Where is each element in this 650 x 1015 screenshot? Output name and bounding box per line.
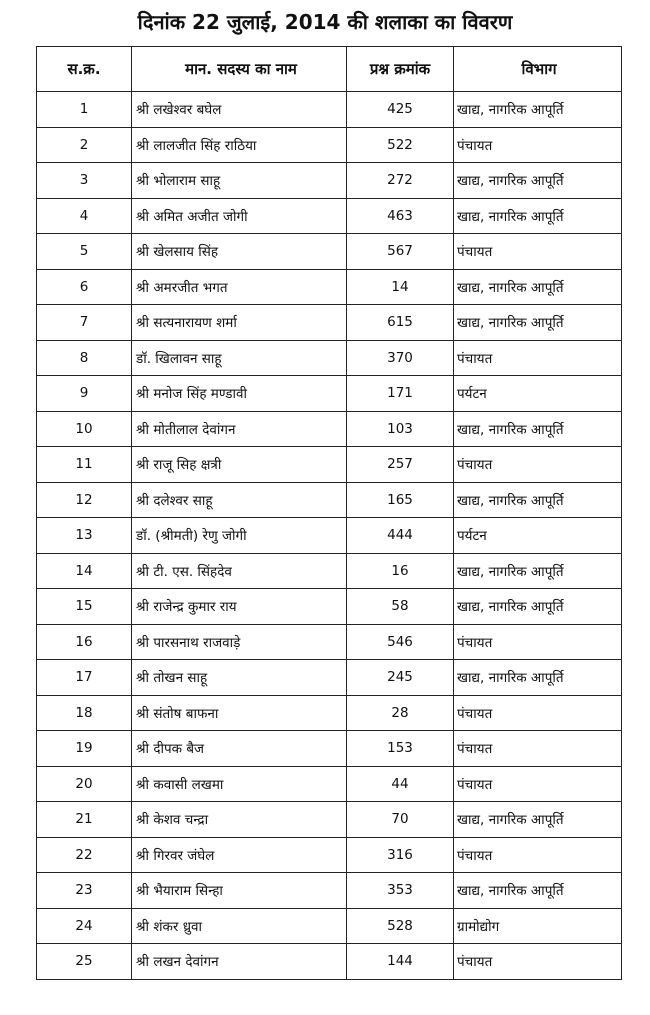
cell-member-name: श्री गिरवर जंघेल	[132, 837, 347, 873]
cell-member-name: श्री दीपक बैज	[132, 731, 347, 767]
table-row	[37, 340, 622, 376]
table-row	[37, 92, 622, 128]
cell-serial: 20	[37, 766, 132, 802]
table-body	[37, 92, 622, 980]
table-row	[37, 305, 622, 341]
table-row	[37, 624, 622, 660]
cell-department: पंचायत	[454, 340, 622, 376]
table-row	[37, 234, 622, 270]
cell-member-name: श्री टी. एस. सिंहदेव	[132, 553, 347, 589]
cell-serial: 22	[37, 837, 132, 873]
cell-department: पंचायत	[454, 944, 622, 980]
cell-serial: 24	[37, 908, 132, 944]
cell-department: खाद्य, नागरिक आपूर्ति	[454, 411, 622, 447]
cell-serial: 3	[37, 163, 132, 199]
cell-serial: 18	[37, 695, 132, 731]
cell-question-number: 14	[347, 269, 454, 305]
cell-serial: 10	[37, 411, 132, 447]
cell-member-name: डॉ. (श्रीमती) रेणु जोगी	[132, 518, 347, 554]
cell-member-name: श्री लालजीत सिंह राठिया	[132, 127, 347, 163]
table-row	[37, 269, 622, 305]
cell-question-number: 353	[347, 873, 454, 909]
cell-department: पंचायत	[454, 624, 622, 660]
table-row	[37, 518, 622, 554]
cell-question-number: 144	[347, 944, 454, 980]
cell-department: ग्रामोद्योग	[454, 908, 622, 944]
cell-department: पंचायत	[454, 837, 622, 873]
cell-question-number: 165	[347, 482, 454, 518]
cell-question-number: 153	[347, 731, 454, 767]
cell-serial: 11	[37, 447, 132, 483]
cell-department: पर्यटन	[454, 376, 622, 412]
cell-member-name: श्री खेलसाय सिंह	[132, 234, 347, 270]
cell-member-name: श्री राजू सिह क्षत्री	[132, 447, 347, 483]
cell-member-name: श्री केशव चन्द्रा	[132, 802, 347, 838]
question-allocation-table	[36, 46, 622, 980]
cell-question-number: 103	[347, 411, 454, 447]
cell-member-name: श्री तोखन साहू	[132, 660, 347, 696]
cell-question-number: 171	[347, 376, 454, 412]
cell-question-number: 463	[347, 198, 454, 234]
cell-member-name: डॉ. खिलावन साहू	[132, 340, 347, 376]
table-row	[37, 766, 622, 802]
cell-department: खाद्य, नागरिक आपूर्ति	[454, 660, 622, 696]
table-row	[37, 731, 622, 767]
cell-department: खाद्य, नागरिक आपूर्ति	[454, 482, 622, 518]
cell-member-name: श्री सत्यनारायण शर्मा	[132, 305, 347, 341]
cell-member-name: श्री अमित अजीत जोगी	[132, 198, 347, 234]
cell-serial: 15	[37, 589, 132, 625]
cell-question-number: 272	[347, 163, 454, 199]
cell-department: खाद्य, नागरिक आपूर्ति	[454, 92, 622, 128]
cell-question-number: 16	[347, 553, 454, 589]
header-member-name: मान. सदस्य का नाम	[132, 47, 347, 92]
cell-member-name: श्री मोतीलाल देवांगन	[132, 411, 347, 447]
cell-department: खाद्य, नागरिक आपूर्ति	[454, 269, 622, 305]
cell-question-number: 28	[347, 695, 454, 731]
cell-question-number: 546	[347, 624, 454, 660]
header-row	[37, 47, 622, 92]
cell-member-name: श्री शंकर ध्रुवा	[132, 908, 347, 944]
cell-serial: 19	[37, 731, 132, 767]
cell-member-name: श्री संतोष बाफना	[132, 695, 347, 731]
table-header	[37, 47, 622, 92]
cell-serial: 7	[37, 305, 132, 341]
cell-serial: 12	[37, 482, 132, 518]
cell-question-number: 70	[347, 802, 454, 838]
cell-department: खाद्य, नागरिक आपूर्ति	[454, 873, 622, 909]
cell-question-number: 58	[347, 589, 454, 625]
cell-serial: 4	[37, 198, 132, 234]
cell-serial: 13	[37, 518, 132, 554]
cell-serial: 8	[37, 340, 132, 376]
cell-serial: 5	[37, 234, 132, 270]
cell-department: खाद्य, नागरिक आपूर्ति	[454, 198, 622, 234]
cell-question-number: 257	[347, 447, 454, 483]
cell-department: पंचायत	[454, 766, 622, 802]
table-row	[37, 127, 622, 163]
cell-question-number: 316	[347, 837, 454, 873]
cell-serial: 23	[37, 873, 132, 909]
cell-serial: 6	[37, 269, 132, 305]
cell-serial: 17	[37, 660, 132, 696]
cell-member-name: श्री दलेश्वर साहू	[132, 482, 347, 518]
cell-member-name: श्री मनोज सिंह मण्डावी	[132, 376, 347, 412]
cell-serial: 21	[37, 802, 132, 838]
cell-department: खाद्य, नागरिक आपूर्ति	[454, 305, 622, 341]
cell-serial: 25	[37, 944, 132, 980]
table-row	[37, 553, 622, 589]
cell-member-name: श्री भैयाराम सिन्हा	[132, 873, 347, 909]
table-row	[37, 802, 622, 838]
cell-question-number: 370	[347, 340, 454, 376]
cell-question-number: 522	[347, 127, 454, 163]
cell-serial: 1	[37, 92, 132, 128]
document-title: दिनांक 22 जुलाई, 2014 की शलाका का विवरण	[137, 10, 513, 34]
cell-question-number: 44	[347, 766, 454, 802]
cell-department: खाद्य, नागरिक आपूर्ति	[454, 163, 622, 199]
cell-member-name: श्री पारसनाथ राजवाड़े	[132, 624, 347, 660]
table-row	[37, 163, 622, 199]
cell-question-number: 567	[347, 234, 454, 270]
cell-serial: 2	[37, 127, 132, 163]
cell-department: खाद्य, नागरिक आपूर्ति	[454, 553, 622, 589]
header-department: विभाग	[454, 47, 622, 92]
table-row	[37, 908, 622, 944]
cell-question-number: 245	[347, 660, 454, 696]
table-row	[37, 198, 622, 234]
table-row	[37, 695, 622, 731]
cell-department: पंचायत	[454, 731, 622, 767]
cell-member-name: श्री लखेश्वर बघेल	[132, 92, 347, 128]
table-row	[37, 482, 622, 518]
cell-question-number: 528	[347, 908, 454, 944]
table-row	[37, 411, 622, 447]
cell-department: पंचायत	[454, 127, 622, 163]
cell-question-number: 615	[347, 305, 454, 341]
cell-department: पर्यटन	[454, 518, 622, 554]
cell-department: खाद्य, नागरिक आपूर्ति	[454, 802, 622, 838]
cell-member-name: श्री भोलाराम साहू	[132, 163, 347, 199]
table-row	[37, 589, 622, 625]
cell-serial: 14	[37, 553, 132, 589]
cell-question-number: 425	[347, 92, 454, 128]
table-row	[37, 837, 622, 873]
cell-question-number: 444	[347, 518, 454, 554]
cell-serial: 16	[37, 624, 132, 660]
table-row	[37, 873, 622, 909]
table-row	[37, 660, 622, 696]
cell-member-name: श्री कवासी लखमा	[132, 766, 347, 802]
table-row	[37, 447, 622, 483]
table-row	[37, 944, 622, 980]
cell-department: खाद्य, नागरिक आपूर्ति	[454, 589, 622, 625]
header-serial: स.क्र.	[37, 47, 132, 92]
cell-department: पंचायत	[454, 695, 622, 731]
header-question-number: प्रश्न क्रमांक	[347, 47, 454, 92]
table-row	[37, 376, 622, 412]
cell-department: पंचायत	[454, 447, 622, 483]
cell-member-name: श्री लखन देवांगन	[132, 944, 347, 980]
cell-member-name: श्री अमरजीत भगत	[132, 269, 347, 305]
cell-member-name: श्री राजेन्द्र कुमार राय	[132, 589, 347, 625]
cell-department: पंचायत	[454, 234, 622, 270]
cell-serial: 9	[37, 376, 132, 412]
